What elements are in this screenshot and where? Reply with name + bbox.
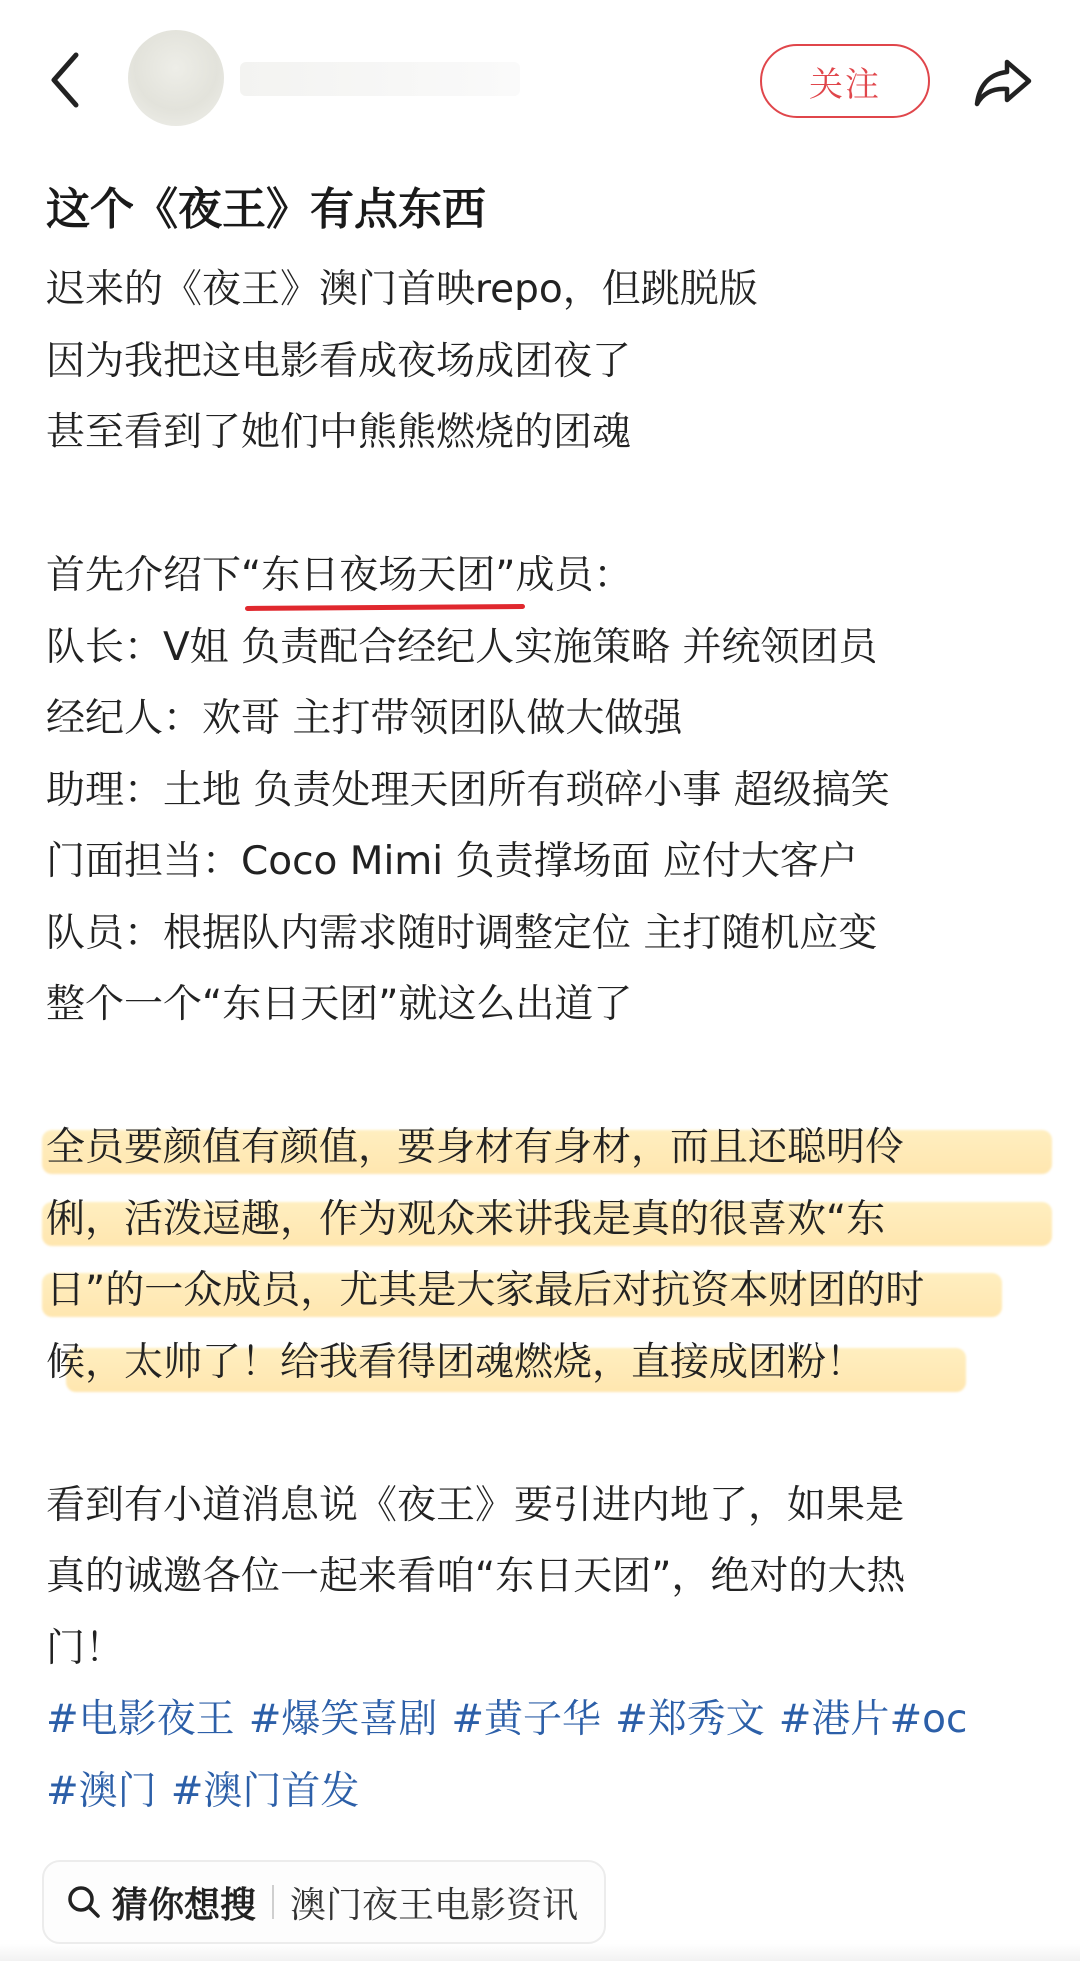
chevron-left-icon (48, 51, 82, 109)
paragraph-gap (46, 469, 1046, 541)
share-arrow-icon (973, 57, 1033, 109)
intro-pre: 首先介绍下 (46, 553, 242, 598)
hashtag-link[interactable]: #郑秀文 (615, 1697, 765, 1742)
member-line: 整个一个“东日天团”就这么出道了 (46, 982, 633, 1027)
outro-line: 门！ (46, 1625, 125, 1671)
highlight-line: 全员要颜值有颜值，要身材有身材，而且还聪明伶 (46, 1125, 905, 1170)
divider (272, 1885, 274, 1919)
hashtag-link[interactable]: #港片 (778, 1697, 890, 1742)
outro-line: 看到有小道消息说《夜王》要引进内地了，如果是 (46, 1482, 905, 1528)
follow-button[interactable]: 关注 (760, 44, 930, 118)
hashtag-link[interactable]: #爆笑喜剧 (248, 1697, 438, 1742)
bottom-edge (0, 1944, 1080, 1961)
post-title: 这个《夜王》有点东西 (46, 184, 486, 235)
share-button[interactable] (968, 48, 1038, 118)
author-name-blurred[interactable] (240, 62, 520, 96)
post-content (46, 178, 1046, 1827)
member-line: 门面担当：Coco Mimi 负责撑场面 应付大客户 (46, 839, 858, 884)
member-line: 队长：V姐 负责配合经纪人实施策略 并统领团员 (46, 624, 878, 670)
back-button[interactable] (40, 45, 90, 115)
hashtag-link[interactable]: #澳门首发 (170, 1768, 360, 1814)
body-line: 因为我把这电影看成夜场成团夜了 (46, 338, 632, 384)
search-icon (66, 1884, 102, 1920)
body-line: 迟来的《夜王》澳门首映repo，但跳脱版 (46, 267, 758, 312)
post-header (0, 0, 1080, 170)
search-suggest-query: 澳门夜王电影资讯 (290, 1884, 579, 1926)
outro-line: 真的诚邀各位一起来看咱“东日天团”，绝对的大热 (46, 1554, 906, 1599)
highlight-line: 日”的一众成员，尤其是大家最后对抗资本财团的时 (46, 1268, 925, 1313)
member-line: 队员：根据队内需求随时调整定位 主打随机应变 (46, 910, 878, 956)
hashtag-list (46, 1684, 1046, 1827)
hashtag-link[interactable]: #电影夜王 (46, 1697, 235, 1742)
member-line: 助理：土地 负责处理天团所有琐碎小事 超级搞笑 (46, 767, 890, 813)
hashtag-link[interactable]: #oc (889, 1697, 968, 1742)
hashtag-link[interactable]: #澳门 (46, 1768, 157, 1814)
paragraph-gap (46, 1398, 1046, 1470)
group-name-underlined: “东日夜场天团” (241, 540, 515, 612)
author-avatar[interactable] (128, 30, 224, 126)
member-line: 经纪人：欢哥 主打带领团队做大做强 (46, 696, 683, 741)
hashtag-link[interactable]: #黄子华 (451, 1697, 602, 1742)
highlight-line: 候，太帅了！给我看得团魂燃烧，直接成团粉！ (46, 1339, 866, 1385)
highlighted-paragraph (46, 1112, 1046, 1398)
highlight-line: 俐，活泼逗趣，作为观众来讲我是真的很喜欢“东 (46, 1196, 886, 1242)
search-suggest-label: 猜你想搜 (112, 1884, 257, 1926)
intro-line (46, 540, 1046, 612)
body-line: 甚至看到了她们中熊熊燃烧的团魂 (46, 410, 632, 455)
paragraph-gap (46, 1041, 1046, 1113)
intro-post: 成员： (515, 553, 633, 598)
search-suggestion[interactable] (42, 1860, 606, 1944)
